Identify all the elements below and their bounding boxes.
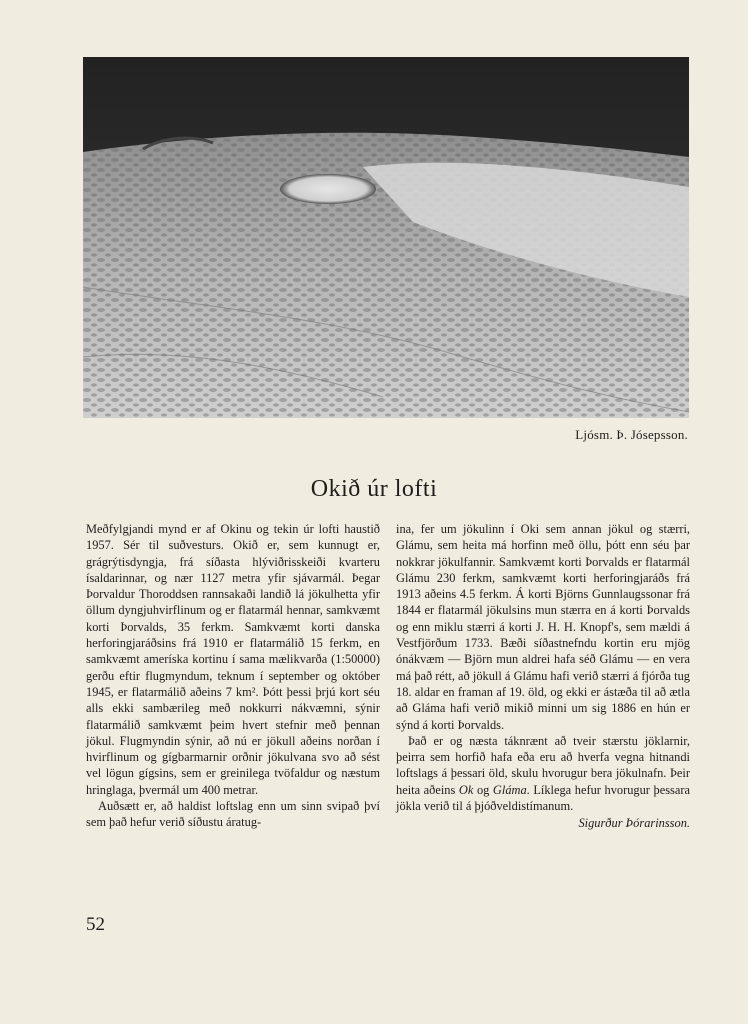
- closing-text-before: Það er og næsta táknrænt að tveir stærstu jöklarnir, þeirra sem horfið hafa eða eru að hverfa vegna hitnandi loftslags á þessari öld, skulu hvorugur bera jökulnafn. Þeir heita aðeins: [396, 733, 690, 797]
- page-number: 52: [86, 914, 105, 935]
- closing-text-after: . Líklega hefur hvorugur þessara jökla verið til á þjóðveldistímanum.: [396, 782, 690, 814]
- article-title: Okið úr lofti: [310, 476, 438, 502]
- glacier-aerial-image: [83, 57, 689, 418]
- aerial-photo: [83, 57, 689, 418]
- paragraph: Auðsætt er, að haldist loftslag enn um sinn svipað því sem það hefur verið síðustu áratug-: [86, 799, 380, 830]
- closing-text-between: og: [473, 782, 493, 797]
- author-signature: Sigurður Þórarinsson.: [578, 816, 690, 831]
- right-column: [396, 521, 690, 832]
- paragraph: ina, fer um jökulinn í Oki sem annan jökul og stærri, Glámu, sem heita má horfinn með öllu, þótt enn séu þar nokkrar jökulfannir. Samkvæmt korti Þorvalds er flatarmál Glámu 230 ferkm, samkvæmt korti herforingjaráðs frá 1913 aðeins 4.5 ferkm. Á korti Björns Gunnlaugssonar frá 1844 er flatarmál jökulsins mun stærra en á korti Þorvalds og enn miklu stærri á korti J. H. H. Knopf's, sem mældi á Vestfjörðum 1733. Bæði síðastnefndu kortin eru mjög ónákvæm — Björn mun aldrei hafa séð Glámu — en vera má það rétt, að jökull á Glámu hafi verið stærri á fjórða tug 18. aldar en framan af 19. öld, og ekki er ástæða til að ætla að Gláma hafi verið mikið minni um sig 1886 en hún er sýnd á korti Þorvalds.: [396, 522, 690, 732]
- glacier-name-glama: Gláma: [492, 782, 527, 797]
- photo-credit: Ljósm. Þ. Jósepsson.: [575, 427, 688, 442]
- paragraph: Meðfylgjandi mynd er af Okinu og tekin úr lofti haustið 1957. Sér til suðvesturs. Okið er, sem kunnugt er, grágrýtisdyngja, frá síðasta hlýviðrisskeiði kvarteru ísaldarinnar, og nær 1127 metra yfir sjávarmál. Þegar Þorvaldur Thoroddsen rannsakaði landið lá jökulhetta yfir öllum dyngjuhvirflinum og er flatarmál hennar, samkvæmt korti Þorvalds, 35 ferkm. Samkvæmt korti danska herforingjaráðsins frá 1910 er flatarmálið 15 ferkm, en samkvæmt ameríska kortinu í sama mælikvarða (1:50000) gerðu eftir flugmyndum, teknum í september og október 1945, er flatarmálið aðeins 7 km². Þótt þessi þrjú kort séu alls ekki sambærileg með nokkurri nákvæmni, sýnir flatarmálið samkvæmt þeim hvert stefnir með þennan jökul. Flugmyndin sýnir, að nú er jökull aðeins norðan í hvirflinum og gígbarmarnir orðnir jökulvana svo að sést vel lögun gígsins, sem er greinilega tvöfaldur og næstum hringlaga, þvermál um 400 metrar.: [86, 522, 380, 797]
- closing-paragraph: [396, 733, 690, 814]
- left-column: [86, 521, 380, 831]
- glacier-name-ok: Ok: [458, 782, 474, 797]
